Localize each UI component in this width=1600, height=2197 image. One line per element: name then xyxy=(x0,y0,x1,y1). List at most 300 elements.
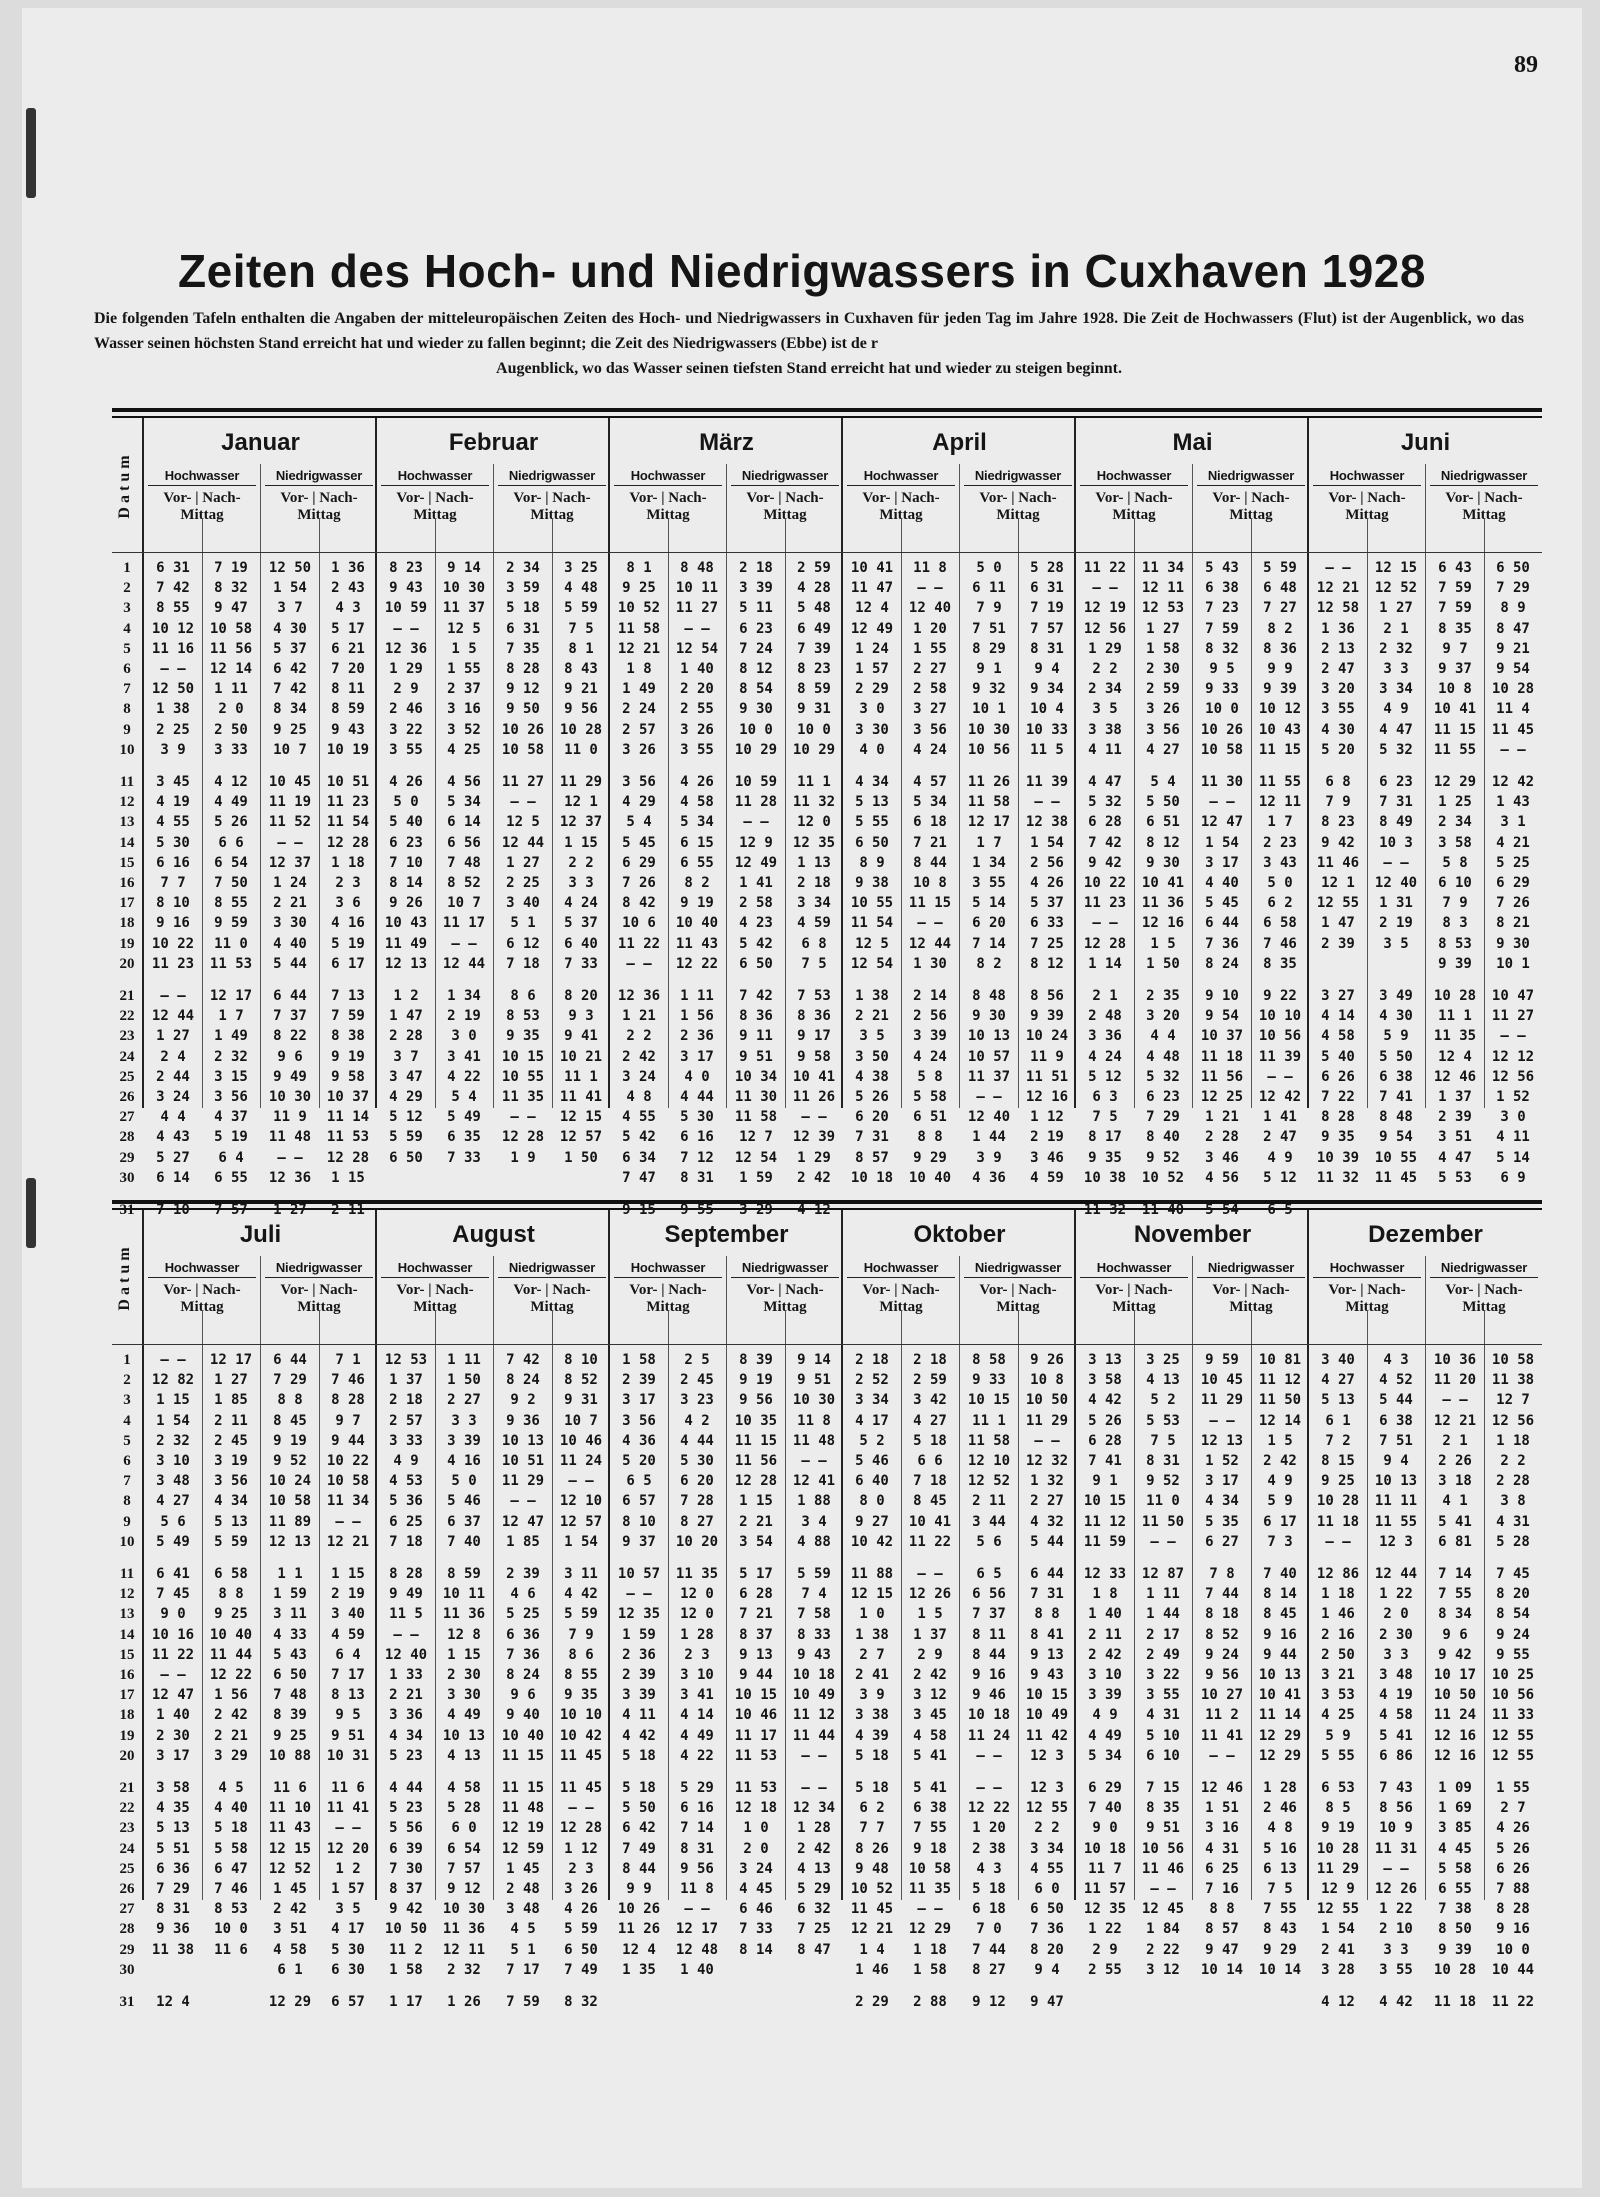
time-cell: 7 19 xyxy=(214,560,248,576)
time-cell: 6 43 xyxy=(1438,560,1472,576)
time-cell: 4 22 xyxy=(447,1068,481,1085)
time-cell: 10 13 xyxy=(1374,1473,1418,1490)
time-cell: 3 12 xyxy=(1146,1961,1180,1978)
time-cell: 12 44 xyxy=(501,834,545,851)
time-cell: 3 39 xyxy=(739,580,773,597)
time-cell: 6 26 xyxy=(1496,1860,1530,1877)
time-cell: 12 32 xyxy=(1025,1453,1069,1469)
time-cell: 3 24 xyxy=(156,1089,190,1105)
time-cell: 6 14 xyxy=(156,1169,190,1186)
time-cell: 3 55 xyxy=(1146,1687,1180,1704)
time-cell: 3 26 xyxy=(1146,701,1180,718)
time-cell: 11 58 xyxy=(967,1432,1011,1449)
time-cell: 11 39 xyxy=(1258,1048,1302,1065)
time-cell: — — xyxy=(684,620,710,637)
time-cell: 7 5 xyxy=(1150,1432,1176,1449)
time-cell: 2 19 xyxy=(331,1586,365,1603)
time-cell: 10 1 xyxy=(972,701,1006,718)
time-cell: 2 9 xyxy=(393,681,419,698)
vor-nach-label: Vor- | Nach- xyxy=(862,1282,940,1298)
time-cell: 8 32 xyxy=(214,580,248,597)
day-number: 29 xyxy=(119,1941,135,1958)
time-cell: 12 19 xyxy=(501,1820,545,1837)
time-cell: 4 34 xyxy=(214,1493,248,1510)
time-cell: 2 21 xyxy=(855,1008,889,1025)
time-cell: 9 46 xyxy=(972,1687,1006,1704)
time-cell: 6 57 xyxy=(331,1994,365,2010)
time-cell: 12 1 xyxy=(564,794,598,811)
time-cell: 10 42 xyxy=(559,1727,603,1744)
time-cell: 1 40 xyxy=(680,661,714,677)
time-cell: 11 56 xyxy=(1200,1068,1244,1085)
time-cell: 2 28 xyxy=(1496,1473,1530,1490)
time-cell: 8 11 xyxy=(331,681,365,698)
time-cell: 7 57 xyxy=(1030,620,1064,637)
time-cell: 4 30 xyxy=(1321,721,1355,738)
time-cell: 1 38 xyxy=(855,988,889,1004)
time-cell: 8 36 xyxy=(739,1008,773,1025)
time-cell: 2 27 xyxy=(447,1392,481,1409)
time-cell: 8 45 xyxy=(1263,1606,1297,1623)
time-cell: 7 59 xyxy=(1205,620,1239,637)
time-cell: 12 11 xyxy=(1141,580,1185,597)
time-cell: 10 9 xyxy=(1379,1820,1413,1837)
time-cell: 2 21 xyxy=(739,1513,773,1530)
time-cell: 3 39 xyxy=(447,1432,481,1449)
time-cell: 12 36 xyxy=(384,640,428,657)
time-cell: 12 9 xyxy=(1321,1881,1355,1897)
time-cell: 7 29 xyxy=(273,1372,307,1389)
time-cell: 1 18 xyxy=(1321,1586,1355,1603)
time-cell: 2 13 xyxy=(1321,640,1355,657)
time-cell: 7 45 xyxy=(1496,1566,1530,1582)
time-cell: 12 4 xyxy=(156,1994,190,2010)
time-cell: 7 29 xyxy=(1146,1109,1180,1126)
day-number: 23 xyxy=(119,1820,135,1837)
time-cell: 12 11 xyxy=(442,1941,486,1958)
time-cell: 8 28 xyxy=(1321,1109,1355,1126)
time-cell: 10 51 xyxy=(501,1453,545,1469)
time-cell: 3 30 xyxy=(855,721,889,738)
time-cell: 7 8 xyxy=(1209,1566,1235,1582)
time-cell: 10 52 xyxy=(1141,1169,1185,1186)
time-cell: 11 29 xyxy=(1025,1412,1069,1429)
time-cell: 1 50 xyxy=(564,1149,598,1166)
time-cell: 9 30 xyxy=(1496,935,1530,952)
time-cell: 6 25 xyxy=(1205,1860,1239,1877)
time-cell: 12 16 xyxy=(1141,915,1185,932)
time-cell: 9 31 xyxy=(564,1392,598,1409)
time-cell: 8 31 xyxy=(1146,1453,1180,1469)
day-number: 27 xyxy=(119,1109,135,1126)
time-cell: 9 37 xyxy=(1438,661,1472,677)
day-number: 1 xyxy=(123,1352,131,1368)
time-cell: 3 4 xyxy=(801,1513,827,1530)
vor-nach-label: Vor- | Nach- xyxy=(1328,490,1406,506)
time-cell: 9 36 xyxy=(156,1921,190,1938)
time-cell: 1 29 xyxy=(797,1149,831,1166)
time-cell: 11 9 xyxy=(273,1109,307,1126)
vor-nach-label: Vor- | Nach- xyxy=(396,490,474,506)
time-cell: 12 28 xyxy=(734,1473,778,1490)
time-cell: 4 49 xyxy=(1088,1727,1122,1744)
time-cell: 3 17 xyxy=(680,1048,714,1065)
time-cell: 4 12 xyxy=(797,1202,831,1218)
time-cell: 6 54 xyxy=(447,1840,481,1857)
time-cell: 9 17 xyxy=(797,1028,831,1045)
time-cell: 8 11 xyxy=(972,1626,1006,1643)
vor-nach-label: Vor- | Nach- xyxy=(163,490,241,506)
time-cell: 9 39 xyxy=(1030,1008,1064,1025)
niedrigwasser-label: Niedrigwasser xyxy=(731,1260,839,1278)
time-cell: 4 88 xyxy=(797,1533,831,1550)
hochwasser-label: Hochwasser xyxy=(614,1260,722,1278)
time-cell: 1 15 xyxy=(739,1493,773,1510)
time-cell: 12 13 xyxy=(384,955,428,972)
time-cell: 2 20 xyxy=(680,681,714,698)
time-cell: 5 0 xyxy=(1267,875,1293,891)
time-cell: 11 7 xyxy=(1088,1860,1122,1877)
time-cell: 3 58 xyxy=(1088,1372,1122,1389)
time-cell: 10 10 xyxy=(559,1707,603,1724)
day-number: 6 xyxy=(123,661,131,677)
time-cell: 7 48 xyxy=(447,854,481,871)
time-cell: 6 3 xyxy=(1092,1089,1118,1105)
time-cell: 11 37 xyxy=(967,1068,1011,1085)
time-cell: 2 30 xyxy=(1379,1626,1413,1643)
time-cell: 10 26 xyxy=(1200,721,1244,738)
mittag-label: Mittag xyxy=(879,1299,923,1315)
time-cell: 3 27 xyxy=(1321,988,1355,1004)
time-cell: 6 10 xyxy=(1146,1747,1180,1764)
time-cell: 11 12 xyxy=(1258,1372,1302,1389)
time-cell: 10 22 xyxy=(151,935,195,952)
time-cell: 11 14 xyxy=(326,1109,370,1126)
time-cell: 4 37 xyxy=(214,1109,248,1126)
day-number: 19 xyxy=(119,935,135,952)
time-cell: 1 18 xyxy=(1496,1432,1530,1449)
time-cell: 12 16 xyxy=(1025,1089,1069,1105)
time-cell: 9 16 xyxy=(1496,1921,1530,1938)
time-cell: 1 13 xyxy=(797,854,831,871)
time-cell: 4 53 xyxy=(389,1473,423,1490)
time-cell: 1 33 xyxy=(389,1667,423,1683)
time-cell: — — xyxy=(976,1780,1002,1796)
time-cell: 6 41 xyxy=(156,1566,190,1582)
time-cell: 11 44 xyxy=(209,1646,253,1663)
time-cell: 6 20 xyxy=(680,1473,714,1490)
time-cell: 8 28 xyxy=(331,1392,365,1409)
time-cell: 7 47 xyxy=(622,1169,656,1186)
time-cell: 2 39 xyxy=(622,1667,656,1683)
time-cell: — — xyxy=(801,1747,827,1764)
time-cell: 6 58 xyxy=(1263,915,1297,932)
time-cell: 10 30 xyxy=(792,1392,836,1409)
time-cell: 9 47 xyxy=(1030,1994,1064,2010)
time-cell: 8 2 xyxy=(976,955,1002,972)
time-cell: 12 35 xyxy=(792,834,836,851)
time-cell: 1 54 xyxy=(1205,834,1239,851)
time-cell: 9 56 xyxy=(1205,1667,1239,1683)
time-cell: 3 34 xyxy=(1030,1840,1064,1857)
time-cell: 1 40 xyxy=(156,1707,190,1724)
time-cell: 5 2 xyxy=(1150,1392,1176,1409)
time-cell: 7 5 xyxy=(1092,1109,1118,1126)
time-cell: 7 14 xyxy=(972,935,1006,952)
time-cell: 1 27 xyxy=(1146,620,1180,637)
time-cell: 3 18 xyxy=(1438,1473,1472,1490)
day-number: 29 xyxy=(119,1149,135,1166)
time-cell: 1 26 xyxy=(447,1994,481,2010)
time-cell: 3 0 xyxy=(859,701,885,718)
time-cell: 11 29 xyxy=(501,1473,545,1490)
time-cell: 10 51 xyxy=(326,774,370,790)
time-cell: 6 2 xyxy=(859,1800,885,1817)
time-cell: 10 81 xyxy=(1258,1352,1302,1368)
time-cell: 10 50 xyxy=(1433,1687,1477,1704)
time-cell: 3 20 xyxy=(1146,1008,1180,1025)
time-cell: 9 48 xyxy=(855,1860,889,1877)
time-cell: — — xyxy=(1092,580,1118,597)
time-cell: 4 56 xyxy=(447,774,481,790)
time-cell: 7 10 xyxy=(389,854,423,871)
time-cell: 10 18 xyxy=(850,1169,894,1186)
time-cell: 8 12 xyxy=(1146,834,1180,851)
time-cell: 7 57 xyxy=(214,1202,248,1218)
hochwasser-label: Hochwasser xyxy=(614,468,722,486)
time-cell: — — xyxy=(335,1820,361,1837)
time-cell: 5 32 xyxy=(1146,1068,1180,1085)
time-cell: 7 43 xyxy=(1379,1780,1413,1796)
month-name: Oktober xyxy=(913,1221,1006,1248)
time-cell: 3 9 xyxy=(976,1149,1002,1166)
time-cell: 11 51 xyxy=(1025,1068,1069,1085)
time-cell: 1 2 xyxy=(335,1860,361,1877)
time-cell: 12 26 xyxy=(908,1586,952,1603)
time-cell xyxy=(1309,954,1367,974)
time-cell: 8 14 xyxy=(389,875,423,891)
time-cell: 8 8 xyxy=(1034,1606,1060,1623)
time-cell: 8 47 xyxy=(1496,620,1530,637)
time-cell: 12 54 xyxy=(734,1149,778,1166)
time-cell: 10 25 xyxy=(1491,1667,1535,1683)
time-cell: 4 13 xyxy=(797,1860,831,1877)
time-cell: 3 22 xyxy=(389,721,423,738)
time-cell: 1 54 xyxy=(156,1412,190,1429)
time-cell: 6 14 xyxy=(447,814,481,831)
time-cell: 3 10 xyxy=(156,1453,190,1469)
time-cell: 10 43 xyxy=(1258,721,1302,738)
time-cell: 4 42 xyxy=(622,1727,656,1744)
day-number: 20 xyxy=(119,1747,135,1764)
time-cell: — — xyxy=(801,1453,827,1469)
time-cell xyxy=(202,1992,260,2012)
time-cell: 9 12 xyxy=(972,1994,1006,2010)
time-cell: 8 28 xyxy=(506,661,540,677)
time-cell: 3 3 xyxy=(451,1412,477,1429)
time-cell: 2 30 xyxy=(447,1667,481,1683)
time-cell: 12 57 xyxy=(559,1513,603,1530)
time-cell: 5 37 xyxy=(564,915,598,932)
time-cell: 7 18 xyxy=(506,955,540,972)
time-cell: 4 22 xyxy=(680,1747,714,1764)
time-cell: 4 9 xyxy=(1383,701,1409,718)
day-number: 31 xyxy=(119,1994,135,2010)
time-cell: 1 37 xyxy=(389,1372,423,1389)
time-cell: 8 39 xyxy=(739,1352,773,1368)
time-cell: 2 32 xyxy=(447,1961,481,1978)
time-cell: 1 29 xyxy=(389,661,423,677)
time-cell: 12 37 xyxy=(268,854,312,871)
time-cell: 8 24 xyxy=(1205,955,1239,972)
time-cell: 10 22 xyxy=(326,1453,370,1469)
time-cell: 4 52 xyxy=(1379,1372,1413,1389)
time-cell: 10 8 xyxy=(1030,1372,1064,1389)
time-cell: 1 35 xyxy=(622,1961,656,1978)
time-cell: 5 50 xyxy=(1146,794,1180,811)
time-cell: 5 26 xyxy=(1088,1412,1122,1429)
time-cell: 5 13 xyxy=(214,1513,248,1530)
hochwasser-header xyxy=(843,1260,959,1316)
time-cell: 11 54 xyxy=(326,814,370,831)
time-cell: 10 20 xyxy=(675,1533,719,1550)
time-cell: 4 11 xyxy=(1088,741,1122,758)
day-number: 15 xyxy=(119,1646,135,1663)
time-cell: 10 14 xyxy=(1258,1961,1302,1978)
time-cell: 1 11 xyxy=(447,1352,481,1368)
time-cell: 10 43 xyxy=(384,915,428,932)
day-number: 5 xyxy=(123,640,131,657)
time-cell: 3 9 xyxy=(859,1687,885,1704)
time-cell: 6 36 xyxy=(506,1626,540,1643)
time-cell: 11 59 xyxy=(1083,1533,1127,1550)
time-cell: 4 13 xyxy=(1146,1372,1180,1389)
time-cell: 5 18 xyxy=(622,1780,656,1796)
time-cell: 11 45 xyxy=(850,1901,894,1918)
time-cell: 4 33 xyxy=(273,1626,307,1643)
time-cell: — — xyxy=(684,1901,710,1918)
niedrigwasser-header xyxy=(1193,468,1309,524)
time-cell: 9 34 xyxy=(1030,681,1064,698)
time-cell: 3 0 xyxy=(451,1028,477,1045)
time-cell: 2 24 xyxy=(622,701,656,718)
time-cell: 11 11 xyxy=(1374,1493,1418,1510)
month-name: April xyxy=(932,429,987,456)
time-cell: 2 11 xyxy=(1088,1626,1122,1643)
time-cell: 10 0 xyxy=(214,1921,248,1938)
time-cell: 11 27 xyxy=(675,600,719,617)
mittag-label: Mittag xyxy=(413,1299,457,1315)
time-cell: 3 5 xyxy=(335,1901,361,1918)
time-cell: 7 31 xyxy=(1379,794,1413,811)
time-cell: 1 29 xyxy=(1088,640,1122,657)
time-cell: 10 28 xyxy=(1433,988,1477,1004)
day-number: 13 xyxy=(119,814,135,831)
time-cell: 12 38 xyxy=(1025,814,1069,831)
time-cell: 4 31 xyxy=(1146,1707,1180,1724)
table-top-rule xyxy=(112,1200,1542,1204)
time-cell: 5 0 xyxy=(976,560,1002,576)
time-cell: 7 22 xyxy=(1321,1089,1355,1105)
time-cell: 12 16 xyxy=(1433,1747,1477,1764)
time-cell xyxy=(494,1168,552,1188)
time-cell: 8 17 xyxy=(1088,1129,1122,1146)
time-cell: 8 8 xyxy=(218,1586,244,1603)
time-cell: 9 56 xyxy=(564,701,598,718)
time-cell: 8 48 xyxy=(680,560,714,576)
time-cell: 9 0 xyxy=(1092,1820,1118,1837)
time-cell: 1 37 xyxy=(913,1626,947,1643)
time-cell: 8 52 xyxy=(447,875,481,891)
time-cell: 9 55 xyxy=(1496,1646,1530,1663)
time-cell: 3 0 xyxy=(1500,1109,1526,1126)
time-cell: 12 87 xyxy=(1141,1566,1185,1582)
time-cell: 5 49 xyxy=(447,1109,481,1126)
time-cell: 9 51 xyxy=(739,1048,773,1065)
time-cell: 7 51 xyxy=(1379,1432,1413,1449)
time-cell: 11 1 xyxy=(797,774,831,790)
time-cell: 1 27 xyxy=(214,1372,248,1389)
time-cell: — — xyxy=(1267,1068,1293,1085)
time-cell: 4 56 xyxy=(1205,1169,1239,1186)
time-cell: 5 30 xyxy=(680,1109,714,1126)
time-cell: 11 41 xyxy=(326,1800,370,1817)
vor-nach-label: Vor- | Nach- xyxy=(396,1282,474,1298)
time-cell: 5 59 xyxy=(564,1606,598,1623)
time-cell: 8 39 xyxy=(273,1707,307,1724)
time-cell: 4 29 xyxy=(389,1089,423,1105)
time-cell: 5 18 xyxy=(913,1432,947,1449)
time-cell: 3 45 xyxy=(156,774,190,790)
time-cell: 5 59 xyxy=(1263,560,1297,576)
time-cell: 8 12 xyxy=(1030,955,1064,972)
time-cell: 5 30 xyxy=(331,1941,365,1958)
datum-label: Datum xyxy=(116,451,133,519)
time-cell: 8 37 xyxy=(389,1881,423,1897)
time-cell: 6 44 xyxy=(1205,915,1239,932)
time-cell: 5 1 xyxy=(510,915,536,932)
time-cell: 4 45 xyxy=(739,1881,773,1897)
time-cell: 1 88 xyxy=(797,1493,831,1510)
time-cell: 8 20 xyxy=(1496,1586,1530,1603)
time-cell: 9 4 xyxy=(1034,1961,1060,1978)
time-cell: 12 49 xyxy=(734,854,778,871)
time-cell: 4 39 xyxy=(855,1727,889,1744)
month-name: Februar xyxy=(448,429,539,456)
time-cell: 5 49 xyxy=(156,1533,190,1550)
time-cell: 3 5 xyxy=(1092,701,1118,718)
time-cell: 8 41 xyxy=(1030,1626,1064,1643)
time-cell: 8 31 xyxy=(1030,640,1064,657)
time-cell: 4 16 xyxy=(447,1453,481,1469)
time-cell: 10 50 xyxy=(1025,1392,1069,1409)
time-cell: 11 32 xyxy=(1083,1202,1127,1218)
time-cell: — — xyxy=(568,1473,594,1490)
time-cell: 1 7 xyxy=(1267,814,1293,831)
time-cell: 1 22 xyxy=(1379,1586,1413,1603)
time-cell: 7 5 xyxy=(1267,1881,1293,1897)
time-cell: 1 85 xyxy=(506,1533,540,1550)
header-bottom-rule xyxy=(112,552,1542,553)
time-cell: 3 17 xyxy=(622,1392,656,1409)
time-cell: — — xyxy=(1442,1392,1468,1409)
time-cell: 6 30 xyxy=(331,1961,365,1978)
time-cell: 11 44 xyxy=(792,1727,836,1744)
time-cell: 12 48 xyxy=(675,1941,719,1958)
time-cell: 9 4 xyxy=(1034,661,1060,677)
time-cell: 3 41 xyxy=(680,1687,714,1704)
time-cell: 12 28 xyxy=(326,1149,370,1166)
